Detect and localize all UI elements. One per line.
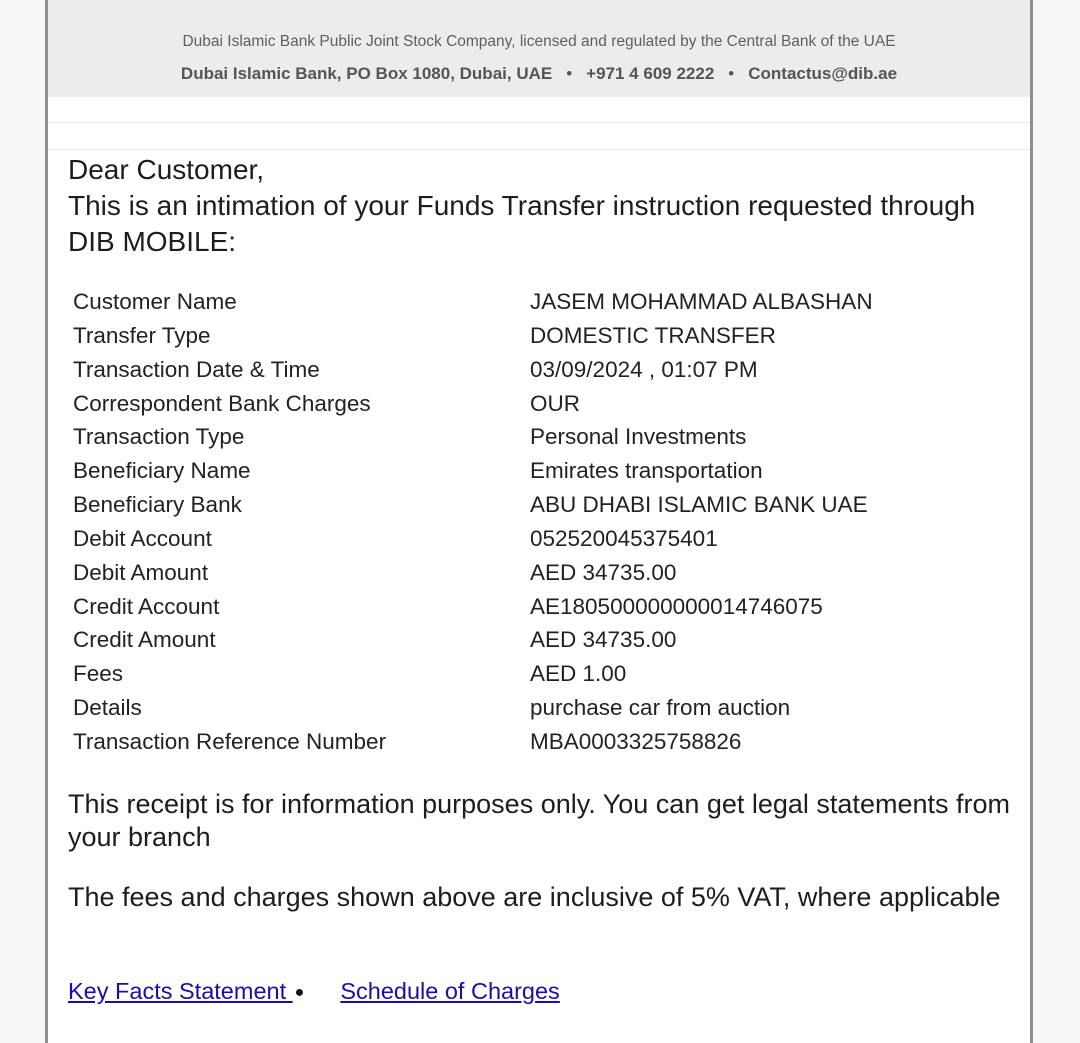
table-row <box>73 556 873 590</box>
table-row <box>73 353 873 387</box>
detail-value: 03/09/2024 , 01:07 PM <box>530 356 758 382</box>
separator-dot: • <box>728 64 735 83</box>
detail-label: Debit Amount <box>73 559 209 585</box>
detail-value: AED 34735.00 <box>530 559 677 585</box>
detail-value: purchase car from auction <box>530 695 791 721</box>
bullet-separator: ● <box>294 983 305 1001</box>
detail-value: OUR <box>530 390 580 416</box>
footer-links <box>68 975 560 1009</box>
bank-address: Dubai Islamic Bank, PO Box 1080, Dubai, UAE <box>180 64 553 83</box>
bank-info-band <box>48 0 1030 97</box>
detail-value: Emirates transportation <box>530 458 763 484</box>
detail-value: JASEM MOHAMMAD ALBASHAN <box>530 289 873 314</box>
detail-label: Credit Account <box>73 593 220 619</box>
detail-label: Transaction Date & Time <box>73 356 320 382</box>
detail-value: DOMESTIC TRANSFER <box>530 322 776 348</box>
table-row <box>73 623 873 657</box>
table-row <box>73 387 873 421</box>
detail-value: MBA0003325758826 <box>530 728 742 754</box>
detail-label: Beneficiary Bank <box>73 492 242 518</box>
table-row <box>73 319 873 353</box>
table-row <box>73 590 873 624</box>
detail-value: AED 34735.00 <box>530 627 677 653</box>
detail-label: Transaction Type <box>73 424 245 450</box>
transfer-details-table <box>73 285 873 759</box>
divider <box>48 149 1030 150</box>
table-row <box>73 522 873 556</box>
detail-label: Beneficiary Name <box>73 458 251 484</box>
bank-email[interactable]: Contactus@dib.ae <box>748 64 898 83</box>
detail-label: Debit Account <box>73 525 212 551</box>
detail-value: Personal Investments <box>530 424 747 450</box>
table-row <box>73 657 873 691</box>
detail-label: Fees <box>73 661 124 687</box>
license-text: Dubai Islamic Bank Public Joint Stock Company, licensed and regulated by the Central Bank of the UAE <box>182 33 896 50</box>
table-row <box>73 488 873 522</box>
table-row <box>73 691 873 725</box>
email-body <box>45 0 1033 1043</box>
divider <box>48 122 1030 123</box>
intro-text: This is an intimation of your Funds Transfer instruction requested through DIB MOBILE: <box>68 190 976 257</box>
detail-value: 052520045375401 <box>530 525 718 551</box>
table-row <box>73 454 873 488</box>
detail-value: ABU DHABI ISLAMIC BANK UAE <box>530 492 868 518</box>
detail-label: Transfer Type <box>73 322 211 348</box>
vat-notice: The fees and charges shown above are inclusive of 5% VAT, where applicable <box>68 882 1001 912</box>
table-row <box>73 420 873 454</box>
bank-phone[interactable]: +971 4 609 2222 <box>586 64 715 83</box>
contact-line <box>48 64 1030 84</box>
key-facts-statement-link[interactable]: Key Facts Statement <box>68 978 293 1004</box>
detail-label: Credit Amount <box>73 627 216 653</box>
greeting <box>68 152 1008 260</box>
schedule-of-charges-link[interactable]: Schedule of Charges <box>340 978 560 1004</box>
detail-label: Details <box>73 695 142 721</box>
detail-value: AE180500000000014746075 <box>530 593 823 619</box>
table-row <box>73 285 873 319</box>
receipt-notice: This receipt is for information purposes only. You can get legal statements from your branch <box>68 789 1010 852</box>
detail-value: AED 1.00 <box>530 661 627 687</box>
detail-label: Correspondent Bank Charges <box>73 390 371 416</box>
table-row <box>73 725 873 759</box>
detail-label: Customer Name <box>73 289 237 314</box>
detail-label: Transaction Reference Number <box>73 728 387 754</box>
salutation: Dear Customer, <box>68 154 265 185</box>
separator-dot: • <box>566 64 573 83</box>
